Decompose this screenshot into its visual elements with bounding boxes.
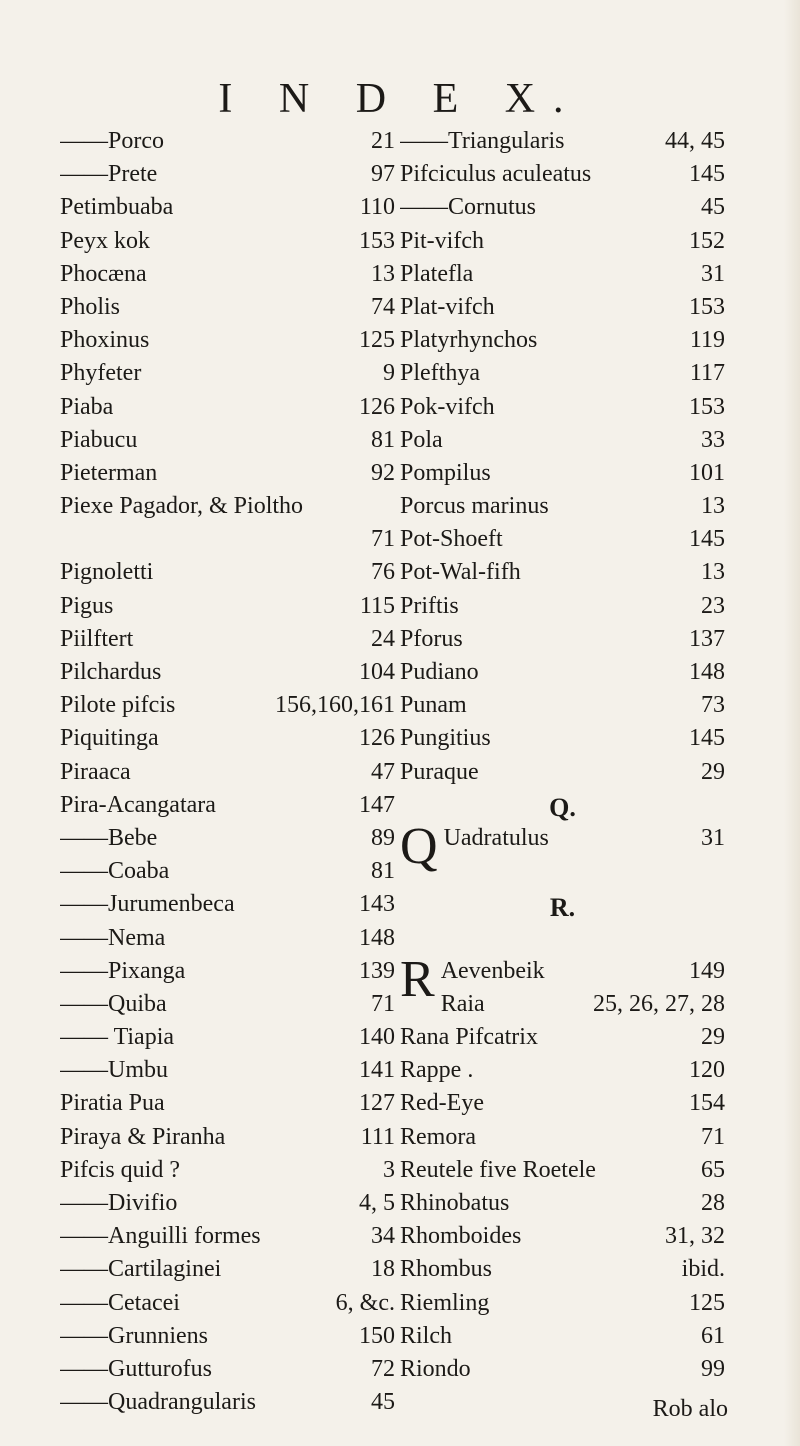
entry-name: Phyfeter: [60, 360, 142, 387]
index-entry: [441, 958, 725, 991]
index-entry: [60, 1290, 395, 1323]
entry-page: 147: [359, 791, 395, 818]
r-initial-row: [400, 950, 725, 1024]
entry-name: Pforus: [400, 625, 463, 652]
entry-name: Pudiano: [400, 659, 479, 685]
entry-name: Plefthya: [400, 360, 480, 387]
entry-page: 92: [371, 459, 395, 486]
entry-page: 141: [359, 1057, 395, 1084]
entry-page: 31, 32: [665, 1223, 725, 1250]
entry-page: 110: [359, 194, 395, 221]
index-entry: [60, 1057, 395, 1090]
index-entry: [60, 626, 395, 659]
entry-page: 125: [359, 327, 395, 354]
index-entry: [60, 1024, 395, 1057]
index-entry: [60, 1223, 395, 1256]
entry-page: 97: [371, 161, 395, 188]
index-entry: [400, 1223, 725, 1256]
q-initial-row: [400, 817, 725, 875]
index-entry: [60, 394, 395, 427]
entry-page: 154: [689, 1090, 725, 1117]
index-entry: [60, 1389, 395, 1422]
entry-page: 6, &c.: [335, 1289, 395, 1316]
entry-name: ——Pixanga: [60, 957, 186, 984]
entry-page: 31: [701, 824, 725, 851]
section-heading-r: R.: [549, 892, 576, 922]
entry-page: 18: [371, 1256, 395, 1283]
right-column: [400, 128, 725, 1389]
entry-page: 99: [701, 1355, 725, 1382]
section-heading-q: Q.: [549, 793, 576, 823]
index-entry: [400, 1190, 725, 1223]
entry-name: Pot-Shoeft: [400, 526, 503, 553]
page-edge-shadow: [784, 0, 800, 1446]
index-entry: [60, 1157, 395, 1190]
entry-page: 4, 5: [359, 1190, 395, 1216]
entry-name: Piabucu: [60, 426, 138, 453]
entry-name: Piraya & Piranha: [60, 1123, 226, 1150]
entry-page: 145: [689, 725, 725, 752]
index-entry: [60, 792, 395, 825]
entry-name: Piaba: [60, 393, 114, 420]
entry-page: 104: [359, 659, 395, 685]
entry-name: Pira-Acangatara: [60, 791, 216, 818]
entry-name: Piexe Pagador, & Pioltho: [60, 493, 304, 520]
entry-page: 24: [371, 625, 395, 652]
entry-page: 145: [689, 526, 725, 553]
entry-name: ——Porco: [60, 128, 164, 154]
index-entry: [400, 725, 725, 758]
entry-page: 21: [371, 128, 395, 154]
entry-name: ——Grunniens: [60, 1322, 208, 1349]
entry-name: Rhinobatus: [400, 1190, 510, 1217]
entry-name: Petimbuaba: [60, 194, 174, 221]
entry-name: Piilftert: [60, 625, 134, 652]
entry-page: 25, 26, 27, 28: [593, 990, 725, 1017]
index-entry: [400, 394, 725, 427]
entry-page: 34: [371, 1223, 395, 1250]
index-entry: [400, 559, 725, 592]
entry-name: Pignoletti: [60, 559, 154, 586]
index-entry: [400, 261, 725, 294]
index-entry: [400, 460, 725, 493]
entry-page: 81: [371, 858, 395, 885]
entry-name: Pilchardus: [60, 659, 162, 685]
entry-page: 45: [701, 194, 725, 221]
entry-name: ——Triangularis: [400, 128, 565, 154]
index-entry: [400, 161, 725, 194]
catchword: Rob alo: [652, 1396, 728, 1422]
entry-page: 156,160,161: [275, 692, 395, 719]
entry-page: 148: [689, 659, 725, 685]
entry-page: 3: [383, 1156, 395, 1183]
index-entry: [60, 294, 395, 327]
index-entry: [60, 1124, 395, 1157]
index-entry: [60, 659, 395, 692]
entry-page: 126: [359, 725, 395, 752]
entry-page: 71: [701, 1123, 725, 1150]
entry-page: 119: [689, 327, 725, 354]
entry-name: Phocæna: [60, 260, 147, 287]
entry-name: Puraque: [400, 758, 479, 785]
entry-name: Piratia Pua: [60, 1090, 165, 1117]
entry-name: —— Tiapia: [60, 1024, 175, 1051]
entry-page: 45: [371, 1389, 395, 1416]
index-entry: [400, 1256, 725, 1289]
entry-page: ibid.: [681, 1256, 725, 1283]
entry-page: 153: [359, 227, 395, 254]
index-entry: [60, 1190, 395, 1223]
entry-name: Platefla: [400, 260, 474, 287]
entry-name: Pieterman: [60, 459, 158, 486]
index-entry: [60, 858, 395, 891]
entry-page: 13: [701, 559, 725, 586]
entry-name: Phoxinus: [60, 327, 150, 354]
index-entry: [400, 294, 725, 327]
index-entry: [400, 1124, 725, 1157]
entry-name: Rappe .: [400, 1057, 474, 1084]
index-entry: [60, 925, 395, 958]
drop-cap-q: Q: [400, 817, 438, 875]
entry-page: 148: [359, 924, 395, 951]
index-entry: [400, 128, 725, 161]
blank-line: [400, 858, 725, 891]
index-entry: [60, 1090, 395, 1123]
entry-name: Porcus marinus: [400, 493, 549, 520]
entry-name: Reutele five Roetele: [400, 1156, 596, 1183]
entry-page: 73: [701, 692, 725, 719]
entry-name: Priftis: [400, 592, 459, 619]
index-entry: [400, 1290, 725, 1323]
entry-page: 149: [689, 957, 725, 984]
entry-name: Riemling: [400, 1289, 490, 1316]
index-entry: [60, 1323, 395, 1356]
entry-name: ——Cartilaginei: [60, 1256, 222, 1283]
entry-page: 74: [371, 293, 395, 320]
entry-page: 150: [359, 1322, 395, 1349]
entry-name: ——Gutturofus: [60, 1355, 212, 1382]
entry-page: 29: [701, 1024, 725, 1051]
entry-name: Uadratulus: [443, 824, 549, 851]
entry-name: ——Coaba: [60, 858, 170, 885]
entry-name: ——Anguilli formes: [60, 1223, 261, 1250]
entry-name: Pola: [400, 426, 443, 453]
entry-page: 127: [359, 1090, 395, 1117]
index-entry: [400, 1024, 725, 1057]
index-entry: [400, 1323, 725, 1356]
entry-page: 153: [689, 293, 725, 320]
index-entry: [60, 460, 395, 493]
entry-name: ——Prete: [60, 161, 158, 188]
entry-name: ——Cetacei: [60, 1289, 180, 1316]
blank-line: [400, 925, 725, 958]
index-entry: [400, 1356, 725, 1389]
entry-name: Rilch: [400, 1322, 452, 1349]
index-entry: [60, 759, 395, 792]
index-entry: [60, 493, 395, 526]
entry-page: 152: [689, 227, 725, 254]
entry-page: 9: [383, 360, 395, 387]
index-entry: [400, 1090, 725, 1123]
entry-page: 33: [701, 426, 725, 453]
index-entry: [60, 725, 395, 758]
index-entry: [400, 1057, 725, 1090]
index-entry: [400, 692, 725, 725]
index-entry: [60, 825, 395, 858]
index-entry: [60, 958, 395, 991]
entry-name: ——Divifio: [60, 1190, 178, 1216]
entry-name: Pifciculus aculeatus: [400, 161, 592, 188]
index-entry: [60, 1356, 395, 1389]
entry-name: Aevenbeik: [440, 957, 545, 984]
entry-name: Pok-vifch: [400, 393, 495, 420]
entry-name: Piraaca: [60, 758, 131, 785]
index-entry: [441, 991, 725, 1024]
entry-page: 145: [689, 161, 725, 188]
entry-page: 140: [359, 1024, 395, 1051]
r-entries: [400, 1024, 725, 1389]
index-entry: [60, 891, 395, 924]
entry-name: Rhomboides: [400, 1223, 522, 1250]
entry-page: 61: [701, 1322, 725, 1349]
entry-page: 115: [359, 592, 395, 619]
entry-name: ——Quiba: [60, 990, 167, 1017]
index-entry: [60, 228, 395, 261]
index-entry: [400, 360, 725, 393]
entry-page: 153: [689, 393, 725, 420]
index-entry: [400, 493, 725, 526]
index-entry: [60, 360, 395, 393]
entry-name: ——Bebe: [60, 824, 158, 851]
index-entry: [60, 526, 395, 559]
index-entry: [400, 228, 725, 261]
entry-name: Platyrhynchos: [400, 327, 538, 354]
entry-name: Punam: [400, 692, 467, 719]
index-entry: [60, 128, 395, 161]
entry-page: 29: [701, 758, 725, 785]
index-entry: [60, 261, 395, 294]
entry-page: 143: [359, 891, 395, 918]
index-entry: [400, 593, 725, 626]
index-entry: [444, 825, 725, 858]
entry-name: ——Umbu: [60, 1057, 168, 1084]
entry-page: 23: [701, 592, 725, 619]
index-entry: [60, 161, 395, 194]
index-entry: [400, 626, 725, 659]
index-entry: [60, 427, 395, 460]
index-entry: [400, 327, 725, 360]
entry-page: 111: [360, 1123, 395, 1150]
entry-name: ——Cornutus: [400, 194, 537, 221]
entry-name: Pot-Wal-fifh: [400, 559, 521, 586]
index-entry: [400, 194, 725, 227]
drop-cap-r: R: [400, 950, 435, 1008]
entry-name: Pit-vifch: [400, 227, 484, 254]
entry-page: 120: [689, 1057, 725, 1084]
entry-page: 126: [359, 393, 395, 420]
entry-page: 31: [701, 260, 725, 287]
entry-name: Peyx kok: [60, 227, 150, 254]
entry-name: Remora: [400, 1123, 476, 1150]
index-entry: [400, 659, 725, 692]
page-title: I N D E X.: [218, 76, 582, 122]
index-entry: [400, 1157, 725, 1190]
index-entry: [60, 194, 395, 227]
entry-name: Rana Pifcatrix: [400, 1024, 538, 1051]
entry-page: 44, 45: [665, 128, 725, 154]
entry-page: 76: [371, 559, 395, 586]
entry-page: 101: [689, 459, 725, 486]
entry-page: 28: [701, 1190, 725, 1217]
index-entry: [400, 427, 725, 460]
entry-name: Raia: [440, 990, 485, 1017]
entry-page: 72: [371, 1355, 395, 1382]
r-first-entries: [441, 958, 725, 1024]
entry-name: Pholis: [60, 293, 121, 320]
index-entry: [400, 526, 725, 559]
entry-name: Piquitinga: [60, 725, 159, 752]
entry-page: 71: [371, 990, 395, 1017]
entry-page: 125: [689, 1289, 725, 1316]
entry-name: Pompilus: [400, 459, 491, 486]
entry-name: Red-Eye: [400, 1090, 484, 1117]
entry-name: ——Nema: [60, 924, 166, 951]
entry-page: 89: [371, 824, 395, 851]
entry-page: 71: [371, 526, 395, 553]
entry-page: 117: [689, 360, 725, 387]
entry-name: Pilote pifcis: [60, 692, 176, 719]
entry-page: 139: [359, 957, 395, 984]
entry-name: Pungitius: [400, 725, 491, 752]
entry-name: Pigus: [60, 592, 114, 619]
entry-page: 137: [689, 625, 725, 652]
index-entry: [60, 1256, 395, 1289]
left-column: [60, 128, 395, 1422]
index-entry: [400, 759, 725, 792]
entry-name: ——Jurumenbeca: [60, 891, 235, 918]
index-entry: [60, 327, 395, 360]
entry-page: 81: [371, 426, 395, 453]
index-entry: [60, 593, 395, 626]
entry-name: ——Quadrangularis: [60, 1389, 256, 1416]
entry-name: Riondo: [400, 1355, 471, 1382]
entry-page: 65: [701, 1156, 725, 1183]
index-entry: [60, 559, 395, 592]
entry-name: Rhombus: [400, 1256, 493, 1283]
entry-name: Pifcis quid ?: [60, 1156, 180, 1183]
index-entry: [60, 692, 395, 725]
index-entry: [60, 991, 395, 1024]
p-entries: [400, 128, 725, 792]
entry-page: 13: [701, 493, 725, 520]
entry-page: 13: [371, 260, 395, 287]
entry-page: 47: [371, 758, 395, 785]
entry-name: Plat-vifch: [400, 293, 495, 320]
